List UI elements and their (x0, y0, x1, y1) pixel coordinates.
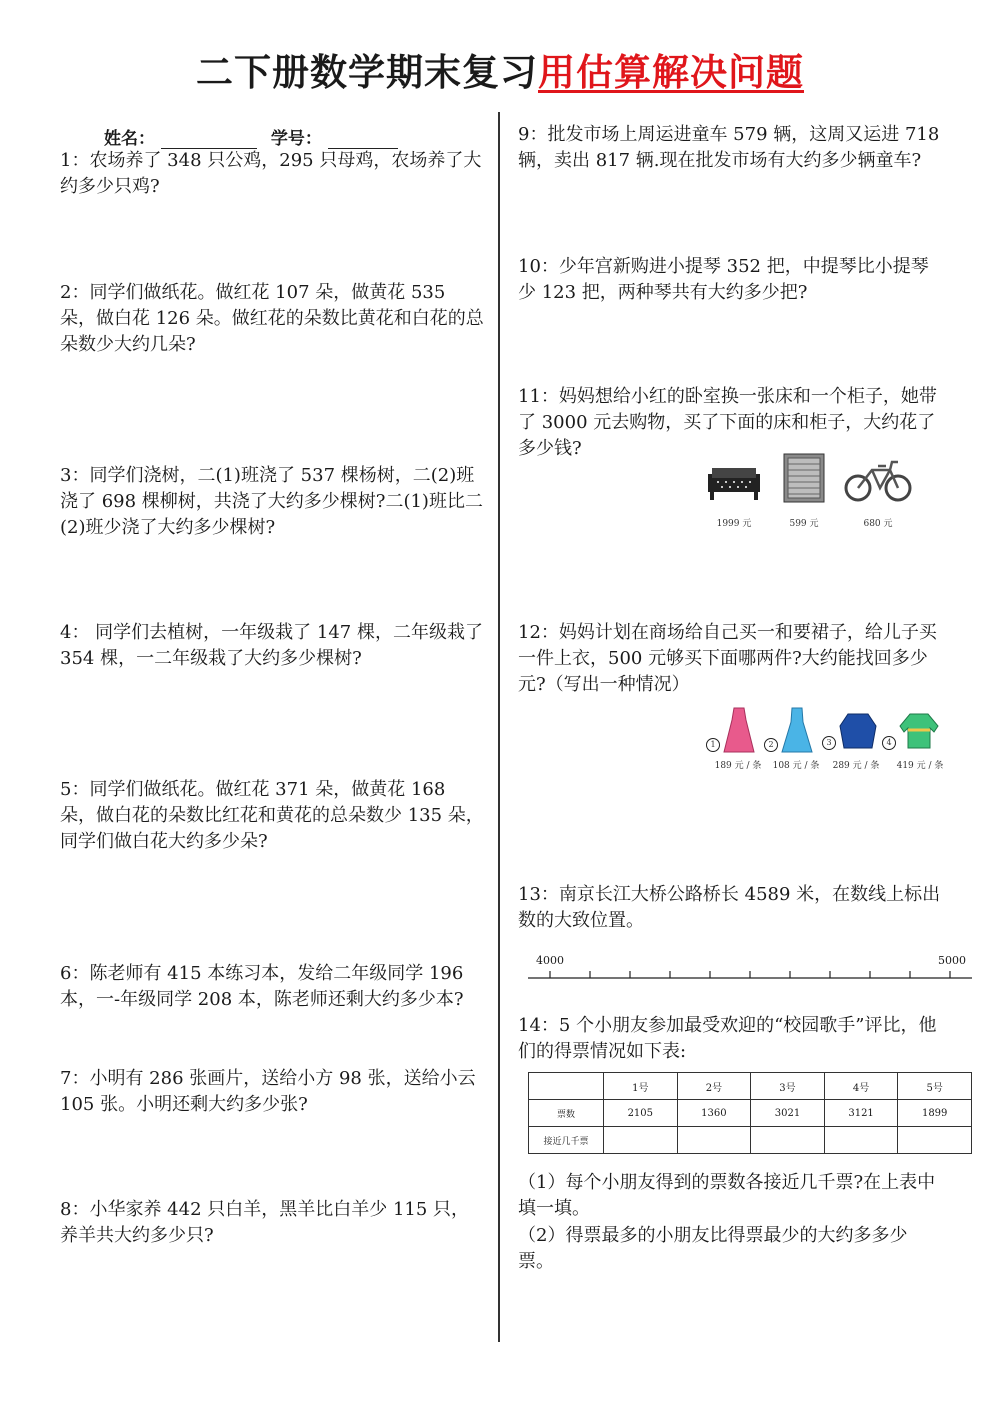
question-8: 8：小华家养 442 只白羊，黑羊比白羊少 115 只，养羊共大约多少只? (60, 1199, 470, 1246)
id-blank[interactable] (328, 130, 398, 149)
question-6: 6：陈老师有 415 本练习本，发给二年级同学 196 本，一-年级同学 208 本，陈老师还剩大约多少本? (60, 963, 464, 1010)
item-number-1: 1 (706, 738, 720, 752)
student-info-row (104, 124, 406, 149)
table-row (529, 1127, 972, 1154)
table-cell: 4号 (824, 1073, 898, 1100)
table-cell: 5号 (898, 1073, 972, 1100)
cabinet-price: 599 元 (789, 519, 819, 529)
item-number-2: 2 (764, 738, 778, 752)
table-cell: 3号 (751, 1073, 825, 1100)
dress-icon (722, 706, 756, 754)
jacket-icon (838, 710, 878, 750)
table-cell: 1899 (898, 1100, 972, 1127)
item-cabinet (782, 452, 826, 530)
item-number-3: 3 (822, 736, 836, 750)
item-bicycle (842, 456, 914, 530)
column-divider (498, 112, 500, 1342)
bicycle-icon (842, 456, 914, 504)
answer-cell[interactable] (751, 1127, 825, 1154)
table-cell: 2105 (604, 1100, 678, 1127)
answer-cell[interactable] (824, 1127, 898, 1154)
table-cell: 3121 (824, 1100, 898, 1127)
jacket-price: 289 元 / 条 (832, 761, 880, 771)
question-2: 2：同学们做纸花。做红花 107 朵，做黄花 535 朵，做白花 126 朵。做红花的朵数比黄花和白花的总朵数少大约几朵? (60, 282, 484, 355)
question-5: 5：同学们做纸花。做红花 371 朵，做黄花 168 朵，做白花的朵数比红花和黄花的总朵数少 135 朵，同学们做白花大约多少朵? (60, 779, 484, 852)
number-line (528, 950, 972, 990)
sweater-icon (898, 712, 940, 750)
table-cell: 3021 (751, 1100, 825, 1127)
question-10: 10：少年宫新购进小提琴 352 把，中提琴比小提琴少 123 把，两种琴共有大约多少把? (518, 256, 929, 303)
question-14-part-1: （1）每个小朋友得到的票数各接近几千票?在上表中填一填。 (518, 1172, 936, 1219)
bed-price: 1999 元 (716, 519, 752, 529)
bicycle-price: 680 元 (863, 519, 893, 529)
answer-cell[interactable] (604, 1127, 678, 1154)
table-cell (529, 1073, 604, 1100)
table-cell: 接近几千票 (529, 1127, 604, 1154)
number-line-end: 5000 (938, 954, 966, 967)
vote-table (528, 1072, 972, 1154)
table-header-row (529, 1073, 972, 1100)
question-12: 12：妈妈计划在商场给自己买一和要裙子，给儿子买一件上衣，500 元够买下面哪两件?大约能找回多少元?（写出一种情况） (518, 622, 937, 695)
question-11: 11：妈妈想给小红的卧室换一张床和一个柜子，她带了 3000 元去购物，买了下面的床和柜子，大约花了多少钱? (518, 386, 937, 459)
table-cell: 票数 (529, 1100, 604, 1127)
dress-2-price: 108 元 / 条 (772, 761, 820, 771)
question-13: 13：南京长江大桥公路桥长 4589 米，在数线上标出数的大致位置。 (518, 884, 941, 931)
page-title (0, 42, 1000, 96)
answer-cell[interactable] (677, 1127, 751, 1154)
title-highlight: 用估算解决问题 (538, 51, 804, 94)
cabinet-icon (782, 452, 826, 504)
dress-1-price: 189 元 / 条 (714, 761, 762, 771)
item-number-4: 4 (882, 736, 896, 750)
question-7: 7：小明有 286 张画片，送给小方 98 张，送给小云 105 张。小明还剩大约多少张? (60, 1068, 476, 1115)
item-sweater (882, 706, 942, 772)
question-4: 4： 同学们去植树，一年级栽了 147 棵，二年级栽了 354 棵，一二年级栽了大约多少棵树? (60, 622, 483, 669)
number-line-start: 4000 (536, 954, 564, 967)
sweater-price: 419 元 / 条 (896, 761, 944, 771)
table-cell: 1号 (604, 1073, 678, 1100)
id-label: 学号： (270, 129, 322, 149)
table-row (529, 1100, 972, 1127)
table-cell: 2号 (677, 1073, 751, 1100)
number-line-axis[interactable] (528, 968, 972, 984)
question-14-part-2: （2）得票最多的小朋友比得票最少的大约多多少票。 (518, 1225, 908, 1272)
table-cell: 1360 (677, 1100, 751, 1127)
name-blank[interactable] (161, 130, 257, 149)
question-3: 3：同学们浇树，二(1)班浇了 537 棵杨树，二(2)班浇了 698 棵柳树，共浇了大约多少棵树?二(1)班比二(2)班少浇了大约多少棵树? (60, 465, 483, 538)
dress-icon (780, 706, 814, 754)
answer-cell[interactable] (898, 1127, 972, 1154)
question-14: 14：5 个小朋友参加最受欢迎的“校园歌手”评比，他们的得票情况如下表: (518, 1015, 937, 1062)
name-label: 姓名： (104, 129, 155, 149)
bed-icon (704, 460, 764, 504)
question-1: 1：农场养了 348 只公鸡，295 只母鸡，农场养了大约多少只鸡? (60, 150, 482, 197)
title-main: 二下册数学期末复习 (196, 51, 538, 94)
question-9: 9：批发市场上周运进童车 579 辆，这周又运进 718 辆，卖出 817 辆.现在批发市场有大约多少辆童车? (518, 124, 940, 171)
